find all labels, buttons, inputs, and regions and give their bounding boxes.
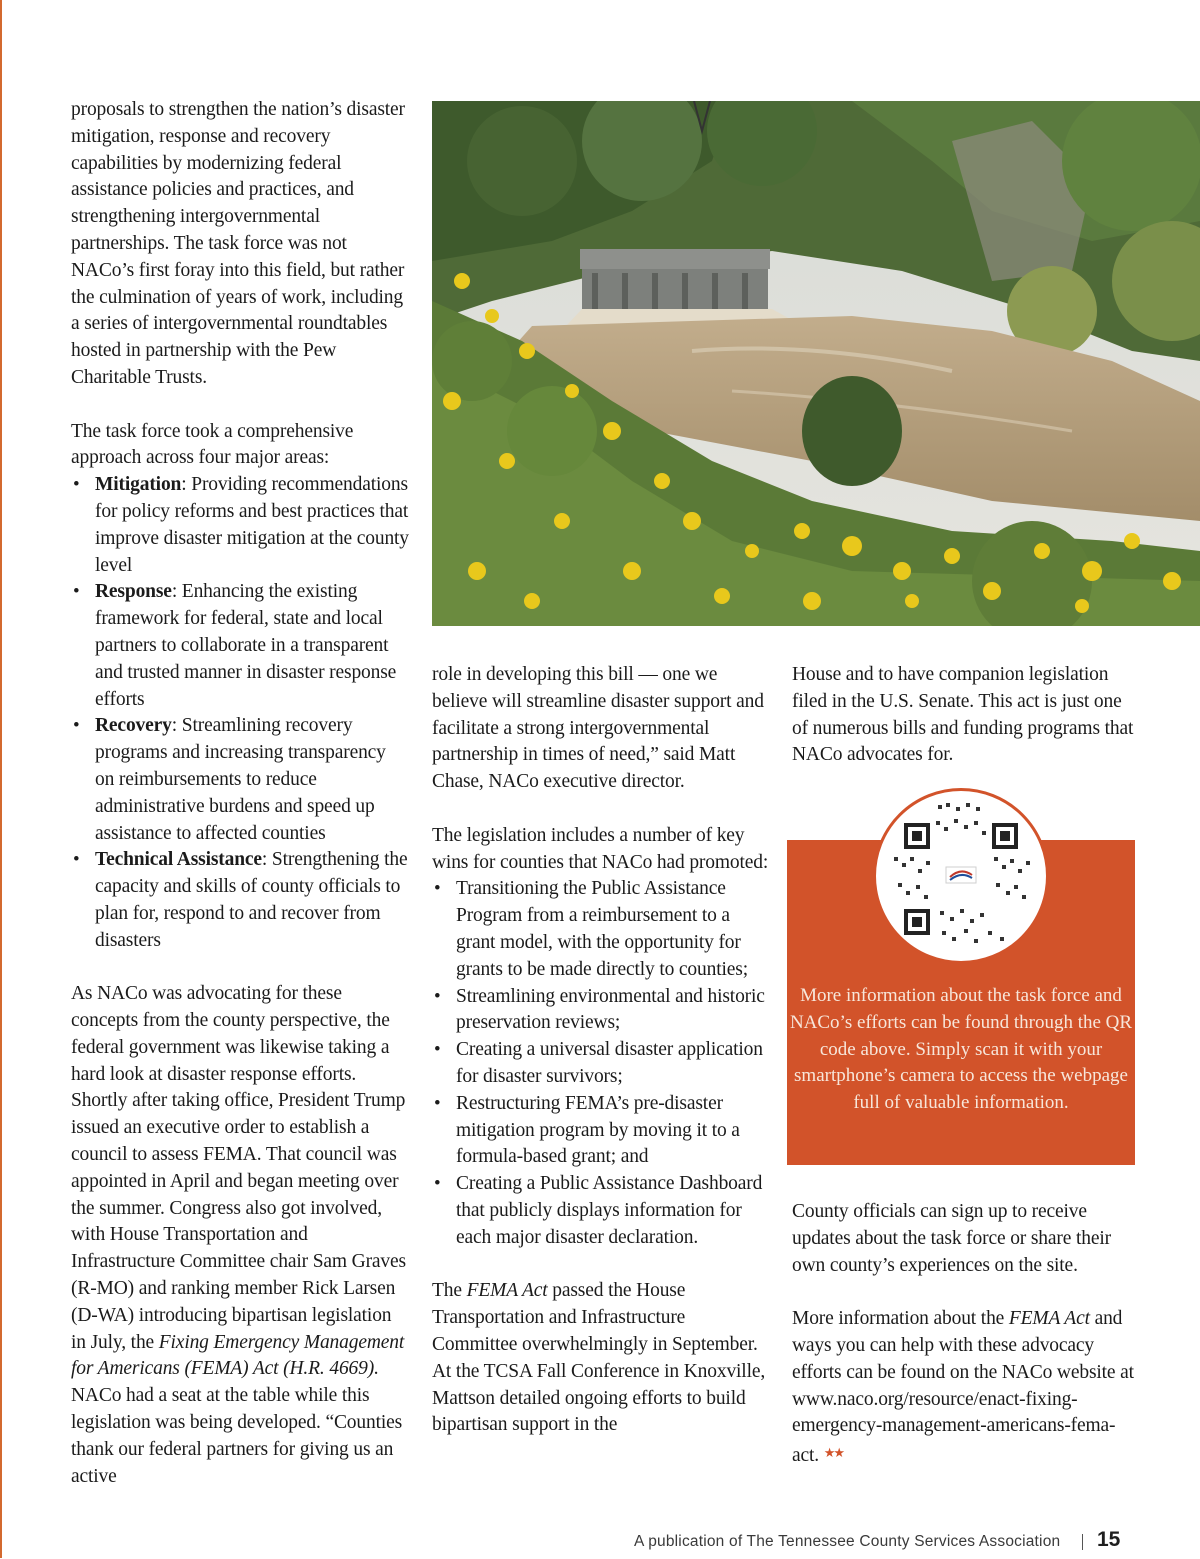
federal-response-text-cont: NACo had a seat at the table while this legislation was being developed. “Counties thank our federal partners for giving us an active — [71, 1385, 403, 1487]
paragraph-sign-up: County officials can sign up to receive updates about the task force or share their own county’s experiences on the site. — [792, 1201, 1111, 1276]
act-title-italic: FEMA Act — [466, 1280, 548, 1302]
paragraph-key-wins-intro: The legislation includes a number of key wins for counties that NACo had promoted: — [432, 824, 769, 873]
desc-recovery: : Streamlining recovery programs and increasing transparency on reimbursements to reduce administrative burdens and speed up assistance to affected counties — [95, 715, 386, 844]
page-edge-accent — [0, 0, 2, 1558]
page-footer — [634, 1529, 1124, 1559]
footer-divider — [1082, 1534, 1083, 1550]
list-item-mitigation — [71, 472, 409, 579]
dam-flood-photo — [432, 101, 1200, 626]
article-column-3 — [792, 662, 1137, 769]
term-mitigation: Mitigation — [95, 474, 182, 496]
callout-text: More information about the task force and NACo’s efforts can be found through the QR code above. Simply scan it with your smartphone’s camera to access the webpage full of valuable information. — [789, 985, 1133, 1114]
paragraph-four-areas-intro: The task force took a comprehensive approach across four major areas: — [71, 420, 354, 469]
desc-response: : Enhancing the existing framework for federal, state and local partners to collaborate in a transparent and trusted manner in disaster response efforts — [95, 581, 397, 710]
fema-act-passed-text: passed the House Transportation and Infrastructure Committee overwhelmingly in September. At the TCSA Fall Conference in Knoxville, Mattson detailed ongoing efforts to build bipartisan support in the — [432, 1280, 766, 1436]
list-item: • Streamlining environmental and historic preservation reviews; — [432, 984, 772, 1038]
publication-credit: A publication of The Tennessee County Services Association — [634, 1533, 1061, 1550]
article-column-1 — [71, 97, 409, 1490]
act-title-italic: Fixing Emergency Management for Americans (FEMA) Act (H.R. 4669). — [71, 1331, 405, 1380]
list-item: • Transitioning the Public Assistance Program from a reimbursement to a grant model, with the opportunity for grants to be made directly to counties; — [432, 876, 772, 983]
key-wins-list — [432, 876, 772, 1251]
act-title-italic: FEMA Act — [1008, 1308, 1090, 1330]
list-item-response — [71, 579, 409, 713]
focus-areas-list — [71, 472, 409, 954]
article-column-3-continued — [792, 1199, 1137, 1470]
term-response: Response — [95, 581, 172, 603]
list-item: • Creating a universal disaster application for disaster survivors; — [432, 1037, 772, 1091]
paragraph-more-info — [792, 1306, 1137, 1470]
paragraph-task-force-background: proposals to strengthen the nation’s disaster mitigation, response and recovery capabilities by modernizing federal assistance policies and practices, and strengthening intergovernmental partnerships. The task force was not NACo’s first foray into this field, but rather the culmination of years of work, including a series of intergovernmental roundtables hosted in partnership with the Pew Charitable Trusts. — [71, 99, 405, 388]
term-recovery: Recovery — [95, 715, 172, 737]
qr-code[interactable] — [873, 788, 1049, 964]
paragraph-federal-response — [71, 981, 409, 1490]
fema-act-passed-lead: The — [432, 1280, 467, 1302]
list-item-recovery — [71, 713, 409, 847]
dam-flood-illustration — [432, 101, 1200, 626]
qr-code-pattern — [876, 791, 1046, 961]
end-mark-stars-icon: ★★ — [823, 1445, 844, 1461]
article-column-2 — [432, 662, 772, 1439]
more-info-text: and ways you can help with these advocacy efforts can be found on the NACo website at www.naco.org/resource/enact-fixing-emergency-management-americans-fema-act. — [792, 1308, 1134, 1467]
more-info-lead: More information about the — [792, 1308, 1009, 1330]
desc-mitigation: : Providing recommendations for policy reforms and best practices that improve disaster mitigation at the county level — [95, 474, 409, 576]
list-item: • Creating a Public Assistance Dashboard that publicly displays information for each major disaster declaration. — [432, 1171, 772, 1251]
desc-technical-assistance: : Strengthening the capacity and skills of county officials to plan for, respond to and recover from disasters — [95, 849, 408, 951]
term-technical-assistance: Technical Assistance — [95, 849, 262, 871]
paragraph-fema-act-passed — [432, 1278, 772, 1439]
page-number: 15 — [1097, 1528, 1121, 1551]
paragraph-chase-quote: role in developing this bill — one we believe will streamline disaster support and facilitate a strong intergovernmental partnership in times of need,” said Matt Chase, NACo executive director. — [432, 664, 764, 793]
paragraph-senate-companion: House and to have companion legislation filed in the U.S. Senate. This act is just one of numerous bills and funding programs that NACo advocates for. — [792, 664, 1134, 766]
list-item: • Restructuring FEMA’s pre-disaster mitigation program by moving it to a formula-based grant; and — [432, 1091, 772, 1171]
list-item-technical-assistance — [71, 847, 409, 954]
federal-response-text: As NACo was advocating for these concepts from the county perspective, the federal government was likewise taking a hard look at disaster response efforts. Shortly after taking office, President Trump issued an executive order to establish a council to assess FEMA. That council was appointed in April and began meeting over the summer. Congress also got involved, with House Transportation and Infrastructure Committee chair Sam Graves (R-MO) and ranking member Rick Larsen (D-WA) introducing bipartisan legislation in July, the — [71, 983, 406, 1353]
